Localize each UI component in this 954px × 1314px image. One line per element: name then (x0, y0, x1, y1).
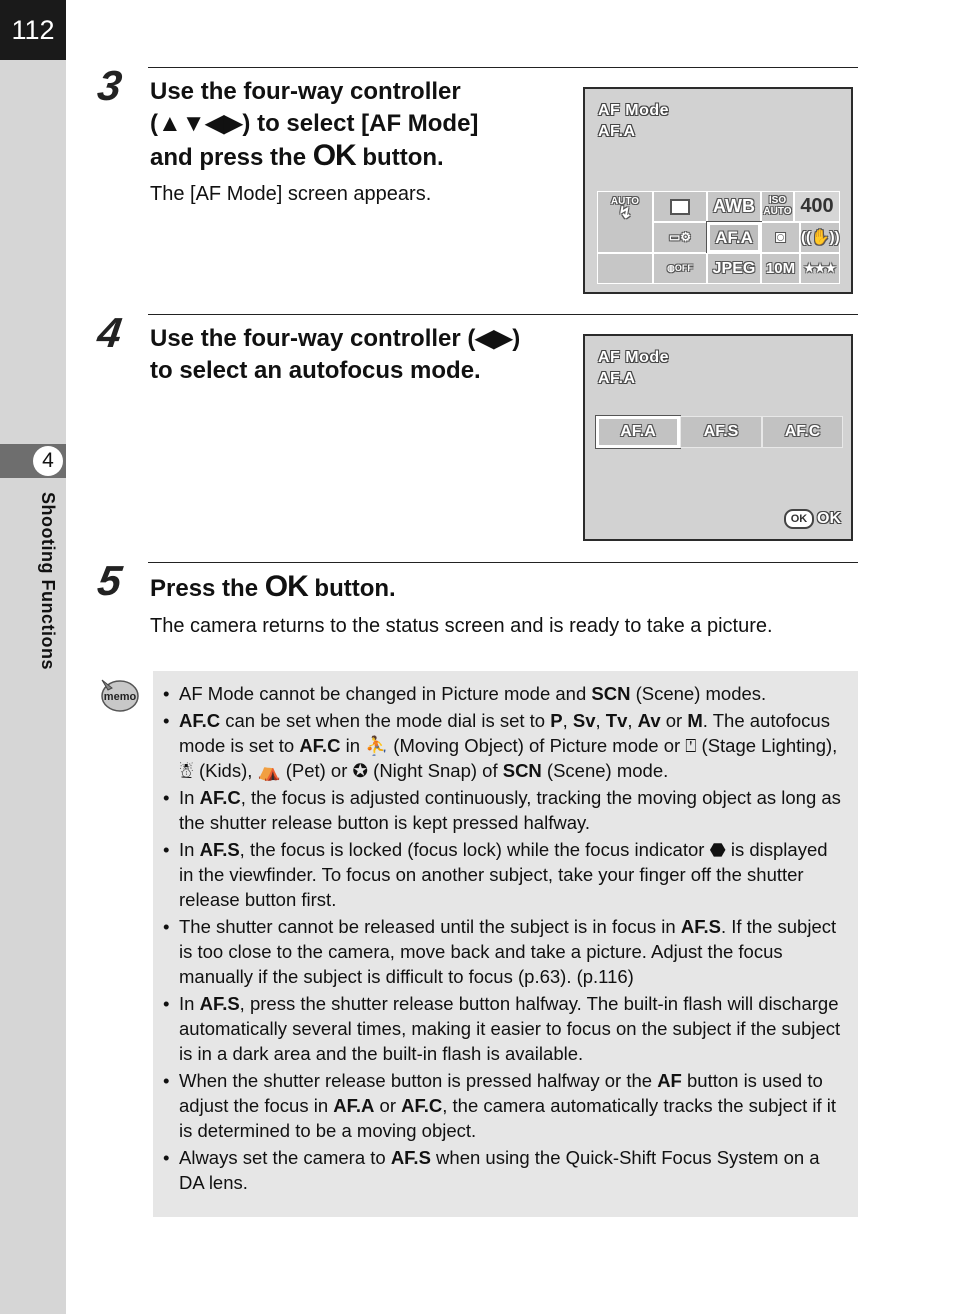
af-mode-status-screen (583, 87, 853, 294)
step3-heading-line3 (150, 140, 570, 174)
memo-item: • When the shutter release button is pressed halfway or the AF button is used to adjust the focus in AF.A or AF.C, the camera automatically tracks the subject if it is determined to be a moving object. (179, 1068, 846, 1143)
page-number: 112 (0, 0, 66, 60)
step4-heading-line1: Use the four-way controller (◀▶) (150, 325, 521, 352)
step4-heading-line2: to select an autofocus mode. (150, 357, 481, 384)
step3-number: 3 (94, 62, 125, 109)
ok-button-icon: OK (784, 509, 814, 529)
af-c-option[interactable]: AF.C (762, 416, 843, 448)
step4-heading (150, 323, 570, 387)
iso-auto-label: AUTO (763, 206, 792, 217)
step4-divider (148, 314, 858, 315)
memo-item: • AF.C can be set when the mode dial is set to P, Sv, Tv, Av or M. The autofocus mode is set to AF.C in ⛹ (Moving Object) of Picture mode or ⍞ (Stage Lighting), ☃ (Kids), ⛺ (Pet) or ✪ (Night Snap) of SCN (Scene) mode. (179, 708, 846, 783)
ok-button-glyph: OK (312, 139, 356, 172)
af-mode-options (596, 416, 843, 448)
memo-item: • In AF.S, press the shutter release button halfway. The built-in flash will discharge automatically several times, making it easier to focus on the subject if the subject is in a dark area and the built-in flash is available. (179, 991, 846, 1066)
step5-divider (148, 562, 858, 563)
dr-off-label: OFF (674, 263, 693, 273)
screen2-title: AF Mode (598, 349, 670, 366)
step3-heading (150, 76, 570, 174)
af-mode-cell: AF.A (707, 222, 761, 253)
af-mode-select-screen (583, 334, 853, 541)
step5-heading-pre: Press the (150, 575, 265, 602)
flash-auto-label: AUTO (610, 196, 640, 207)
step3-divider (148, 67, 858, 68)
step3-heading-pre: and press the (150, 144, 313, 171)
screen2-value: AF.A (598, 370, 636, 387)
image-size-cell: 10M (761, 253, 800, 284)
dynamic-range-cell: ◍OFF (653, 253, 707, 284)
iso-value-cell: 400 (794, 191, 840, 222)
iso-label: ISO (768, 195, 787, 206)
memo-item: • The shutter cannot be released until the subject is in focus in AF.S. If the subject is too close to the camera, move back and take a picture. Adjust the focus manually if the subject is difficult to focus (p.63). (p.116) (179, 914, 846, 989)
empty-cell (597, 253, 653, 284)
metering-icon: ◙ (761, 222, 800, 253)
step3-heading-post: button. (355, 144, 444, 171)
drive-single-cell (653, 191, 707, 222)
screen1-value: AF.A (598, 123, 636, 140)
flash-icon: ↯ (618, 205, 632, 222)
ok-label: OK (817, 510, 841, 527)
shake-reduction-icon: ((✋)) (800, 222, 840, 253)
memo-list (153, 671, 858, 1195)
memo-item: • AF Mode cannot be changed in Picture mode and SCN (Scene) modes. (179, 681, 846, 706)
flash-auto-cell (597, 191, 653, 253)
step5-heading (150, 571, 750, 605)
af-s-option[interactable]: AF.S (680, 416, 762, 448)
step3-body: The [AF Mode] screen appears. (150, 183, 432, 205)
status-grid (597, 191, 840, 284)
screen1-title: AF Mode (598, 102, 670, 119)
memo-item: • In AF.C, the focus is adjusted continuously, tracking the moving object as long as the shutter release button is kept pressed halfway. (179, 785, 846, 835)
step3-heading-line1: Use the four-way controller (150, 78, 461, 105)
step5-body: The camera returns to the status screen and is ready to take a picture. (150, 615, 773, 637)
memo-icon (98, 674, 140, 714)
memo-item: • Always set the camera to AF.S when using the Quick-Shift Focus System on a DA lens. (179, 1145, 846, 1195)
step3-heading-line2: (▲▼◀▶) to select [AF Mode] (150, 110, 479, 137)
ok-confirm[interactable] (784, 509, 841, 529)
step5-heading-post: button. (307, 575, 396, 602)
ok-button-glyph-step5: OK (264, 570, 308, 603)
memo-item: • In AF.S, the focus is locked (focus lock) while the focus indicator ⬣ is displayed in the viewfinder. To focus on another subject, take your finger off the shutter release button first. (179, 837, 846, 912)
step4-number: 4 (94, 309, 125, 356)
iso-label-cell (761, 191, 794, 222)
file-format-cell: JPEG (707, 253, 761, 284)
chapter-title: Shooting Functions (38, 492, 58, 670)
chapter-number: 4 (33, 446, 63, 476)
awb-cell: AWB (707, 191, 761, 222)
custom-image-icon: ▭⚙ (653, 222, 707, 253)
memo-icon-label: memo (103, 691, 137, 703)
quality-cell: ★★★ (800, 253, 840, 284)
memo-box (153, 671, 858, 1217)
single-frame-icon (670, 199, 690, 215)
af-a-option[interactable]: AF.A (596, 416, 680, 448)
step5-number: 5 (94, 557, 125, 604)
